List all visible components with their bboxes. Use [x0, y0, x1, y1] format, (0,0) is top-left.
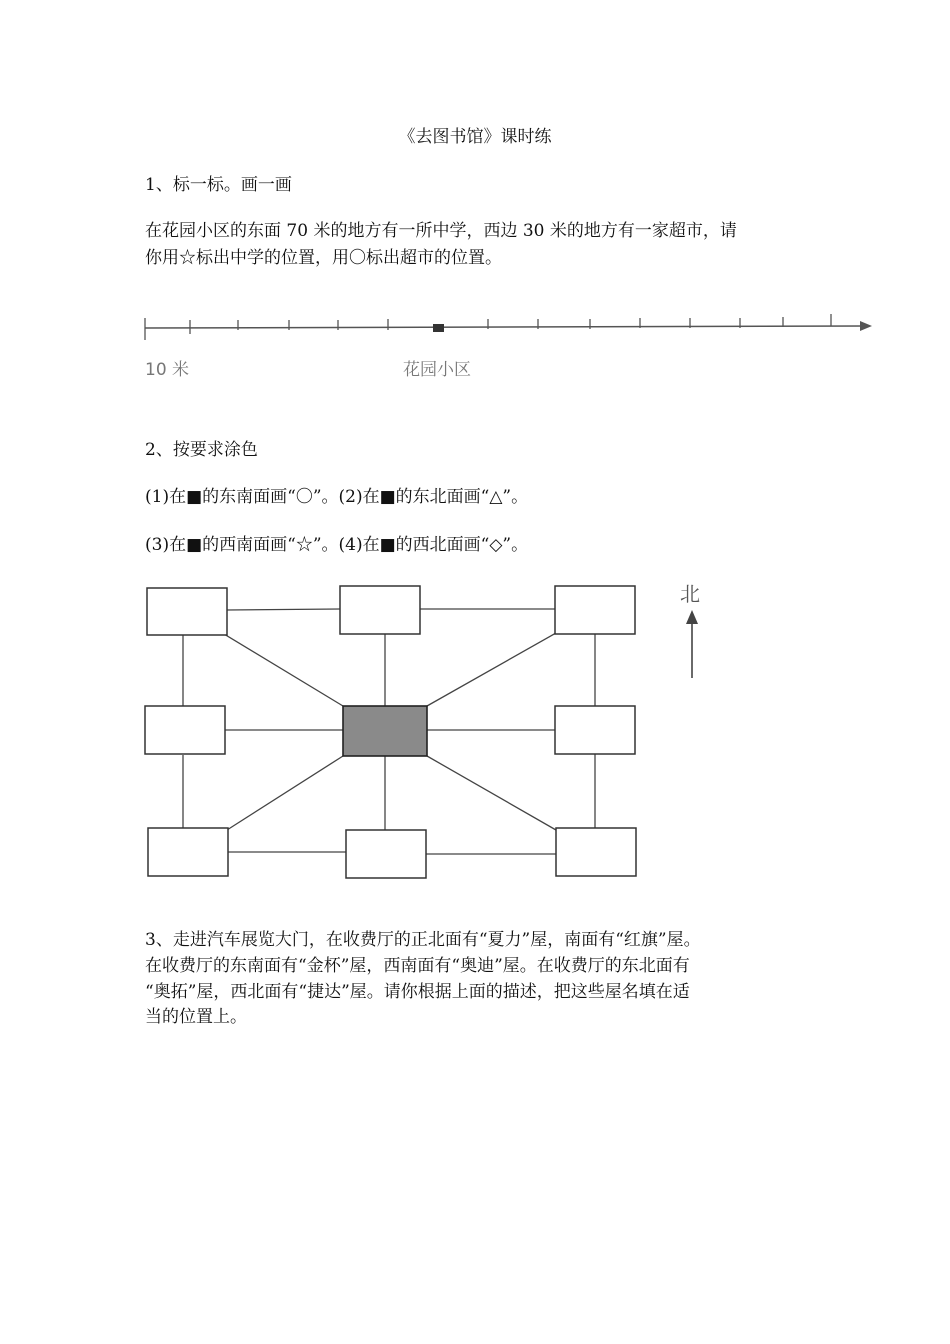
scale-label: 10 米	[145, 360, 190, 380]
q3-text-line4: 当的位置上。	[145, 1007, 247, 1027]
q2-heading: 2、按要求涂色	[145, 440, 258, 460]
north-arrow-icon	[686, 610, 698, 624]
box-northwest[interactable]	[147, 588, 227, 635]
q3-text-line2: 在收费厅的东南面有“金杯”屋，西南面有“奥迪”屋。在收费厅的东北面有	[145, 956, 690, 976]
q1-heading: 1、标一标。画一画	[145, 175, 292, 195]
box-northeast[interactable]	[555, 586, 635, 634]
box-north[interactable]	[340, 586, 420, 634]
box-east[interactable]	[555, 706, 635, 754]
box-south[interactable]	[346, 830, 426, 878]
landmark-label: 花园小区	[403, 360, 471, 380]
box-southeast[interactable]	[556, 828, 636, 876]
box-southwest[interactable]	[148, 828, 228, 876]
center-box-shaded	[343, 706, 427, 756]
q2-text-line1: (1)在■的东南面画“〇”。(2)在■的东北面画“△”。	[145, 487, 529, 507]
q1-text-line1: 在花园小区的东面 70 米的地方有一所中学，西边 30 米的地方有一家超市，请	[145, 221, 737, 241]
q1-text-line2: 你用☆标出中学的位置，用〇标出超市的位置。	[145, 248, 502, 268]
north-label: 北	[680, 582, 700, 606]
page-title: 《去图书馆》课时练	[398, 127, 552, 147]
q3-text-line1: 3、走进汽车展览大门，在收费厅的正北面有“夏力”屋，南面有“红旗”屋。	[145, 930, 701, 950]
q3-text-line3: “奥拓”屋，西北面有“捷达”屋。请你根据上面的描述，把这些屋名填在适	[145, 982, 690, 1002]
q2-text-line2: (3)在■的西南面画“☆”。(4)在■的西北面画“◇”。	[145, 535, 529, 555]
box-west[interactable]	[145, 706, 225, 754]
